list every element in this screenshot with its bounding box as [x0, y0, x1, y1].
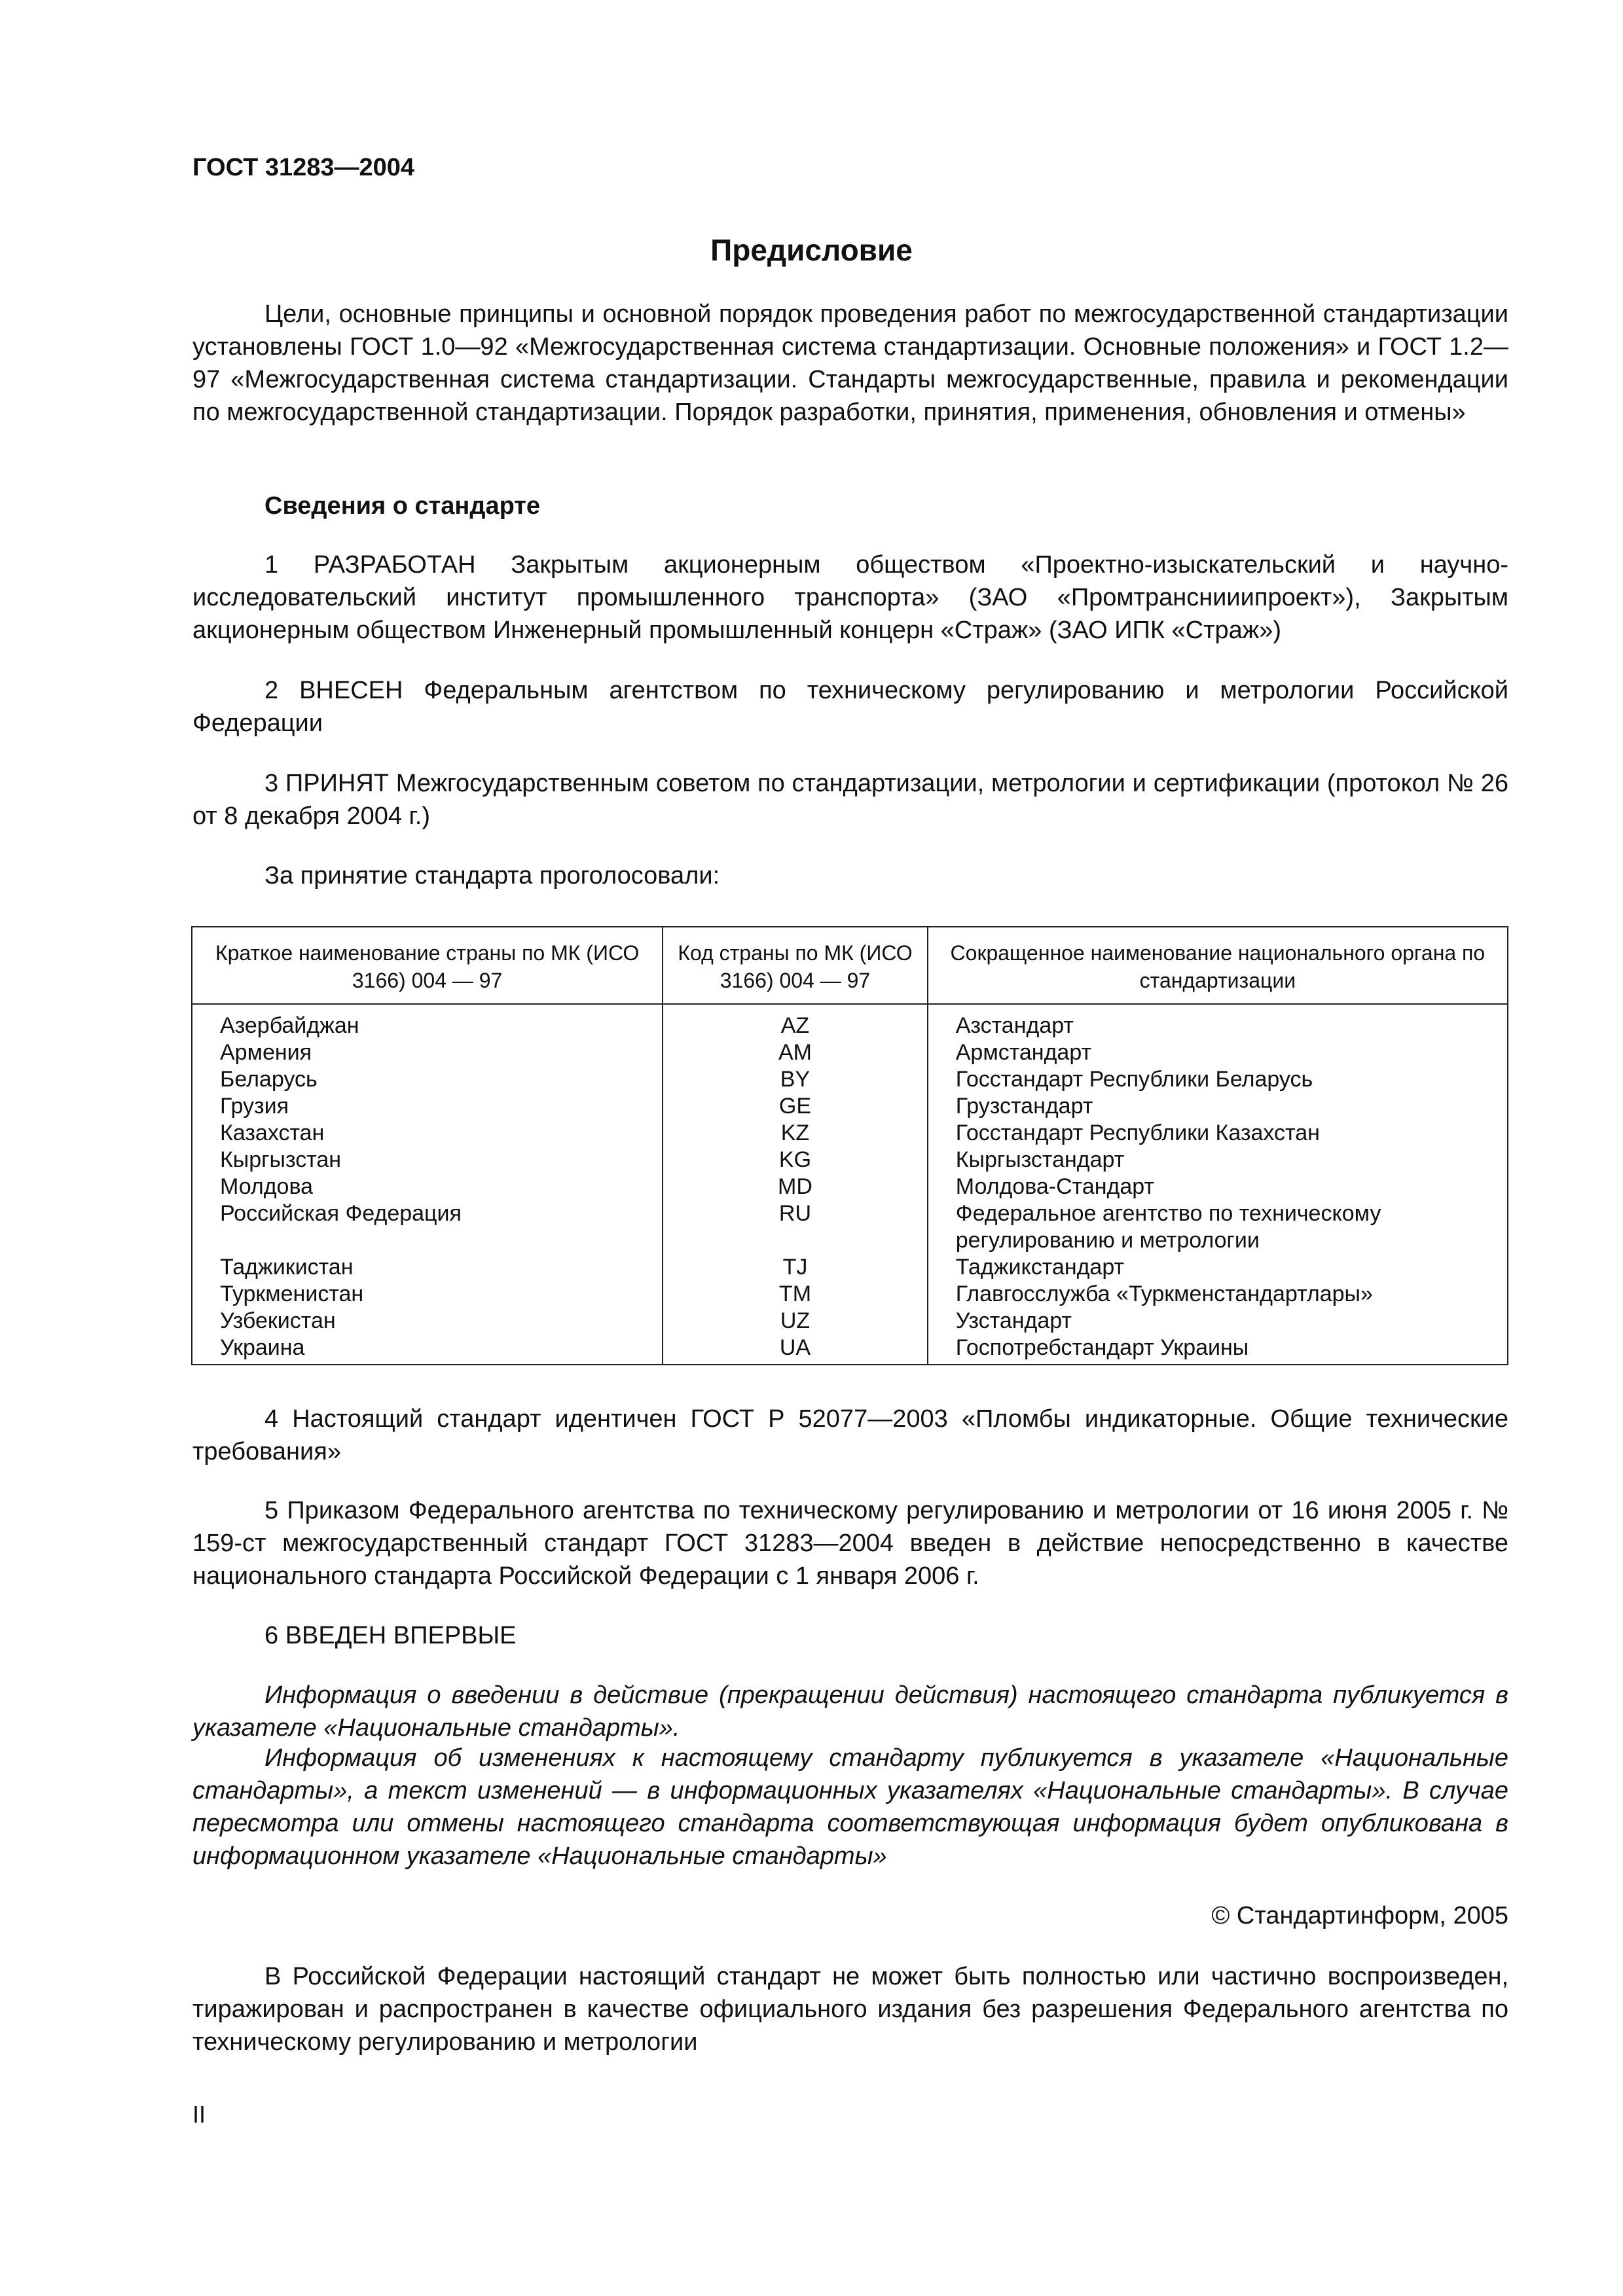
- item-2-paragraph: 2 ВНЕСЕН Федеральным агентством по техническому регулированию и метрологии Российской Федерации: [192, 677, 1508, 737]
- item-1-paragraph: 1 РАЗРАБОТАН Закрытым акционерным обществом «Проектно-изыскательский и научно-исследовательский институт промышленного транспорта» (ЗАО «Промтранснииипроект»), Закрытым акционерным обществом Инженерный промышленный концерн «Страж» (ЗАО ИПК «Страж»): [192, 551, 1508, 644]
- table-row: [192, 1066, 1508, 1093]
- cell-body: Молдова-Стандарт: [928, 1174, 1508, 1200]
- table-row: [192, 1308, 1508, 1335]
- cell-code: UZ: [663, 1308, 928, 1335]
- cell-country: Кыргызстан: [192, 1147, 663, 1174]
- table-row: [192, 1335, 1508, 1365]
- cell-body: Главгосслужба «Туркменстандартлары»: [928, 1281, 1508, 1308]
- cell-country: Казахстан: [192, 1120, 663, 1147]
- table-row: [192, 1254, 1508, 1281]
- item-3-paragraph: 3 ПРИНЯТ Межгосударственным советом по стандартизации, метрологии и сертификации (протокол № 26 от 8 декабря 2004 г.): [192, 770, 1508, 830]
- cell-body: Армстандарт: [928, 1039, 1508, 1066]
- cell-country: Азербайджан: [192, 1004, 663, 1039]
- table-header-row: [192, 927, 1508, 1004]
- cell-body: Госстандарт Республики Казахстан: [928, 1120, 1508, 1147]
- vote-intro: За принятие стандарта проголосовали:: [264, 862, 720, 889]
- cell-body: Кыргызстандарт: [928, 1147, 1508, 1174]
- cell-code: TM: [663, 1281, 928, 1308]
- cell-body: Таджикстандарт: [928, 1254, 1508, 1281]
- intro-paragraph: Цели, основные принципы и основной порядок проведения работ по межгосударственной стандартизации установлены ГОСТ 1.0—92 «Межгосударственная система стандартизации. Основные положения» и ГОСТ 1.2—97 «Межгосударственная система стандартизации. Стандарты межгосударственные, правила и рекомендации по межгосударственной стандартизации. Порядок разработки, принятия, применения, обновления и отмены»: [192, 300, 1508, 426]
- cell-code: TJ: [663, 1254, 928, 1281]
- cell-body: Узстандарт: [928, 1308, 1508, 1335]
- cell-country: Таджикистан: [192, 1254, 663, 1281]
- cell-body: Госстандарт Республики Беларусь: [928, 1066, 1508, 1093]
- cell-country: Армения: [192, 1039, 663, 1066]
- table-row: [192, 1147, 1508, 1174]
- section-heading: Сведения о стандарте: [264, 492, 541, 520]
- cell-country: Грузия: [192, 1093, 663, 1120]
- table-row: [192, 1200, 1508, 1254]
- voting-table: [191, 926, 1508, 1365]
- cell-code: RU: [663, 1200, 928, 1254]
- cell-code: BY: [663, 1066, 928, 1093]
- cell-code: AM: [663, 1039, 928, 1066]
- header-country: Краткое наименование страны по МК (ИСО 3166) 004 — 97: [192, 927, 663, 1004]
- item-4-paragraph: 4 Настоящий стандарт идентичен ГОСТ Р 52077—2003 «Пломбы индикаторные. Общие технические требования»: [192, 1405, 1508, 1465]
- cell-body: Грузстандарт: [928, 1093, 1508, 1120]
- cell-body: Госпотребстандарт Украины: [928, 1335, 1508, 1365]
- table-row: [192, 1120, 1508, 1147]
- table-row: [192, 1004, 1508, 1039]
- table-row: [192, 1174, 1508, 1200]
- cell-code: KG: [663, 1147, 928, 1174]
- cell-country: Украина: [192, 1335, 663, 1365]
- header-body: Сокращенное наименование национального органа по стандартизации: [928, 927, 1508, 1004]
- cell-body: Азстандарт: [928, 1004, 1508, 1039]
- item-5-paragraph: 5 Приказом Федерального агентства по техническому регулированию и метрологии от 16 июня 2005 г. № 159-ст межгосударственный стандарт ГОСТ 31283—2004 введен в действие непосредственно в качестве национального стандарта Российской Федерации с 1 января 2006 г.: [192, 1497, 1508, 1590]
- item-6-paragraph: 6 ВВЕДЕН ВПЕРВЫЕ: [264, 1622, 517, 1649]
- cell-code: GE: [663, 1093, 928, 1120]
- notice-paragraph-2: Информация об изменениях к настоящему стандарту публикуется в указателе «Национальные стандарты», а текст изменений — в информационных указателях «Национальные стандарты». В случае пересмотра или отмены настоящего стандарта соответствующая информация будет опубликована в информационном указателе «Национальные стандарты»: [192, 1744, 1508, 1870]
- legal-paragraph: В Российской Федерации настоящий стандарт не может быть полностью или частично воспроизведен, тиражирован и распространен в качестве официального издания без разрешения Федерального агентства по техническому регулированию и метрологии: [192, 1963, 1508, 2056]
- cell-country: Туркменистан: [192, 1281, 663, 1308]
- cell-code: AZ: [663, 1004, 928, 1039]
- copyright-line: © Стандартинформ, 2005: [1211, 1902, 1508, 1929]
- cell-code: MD: [663, 1174, 928, 1200]
- cell-country: Узбекистан: [192, 1308, 663, 1335]
- cell-country: Молдова: [192, 1174, 663, 1200]
- header-code: Код страны по МК (ИСО 3166) 004 — 97: [663, 927, 928, 1004]
- document-code: ГОСТ 31283—2004: [192, 154, 415, 181]
- notice-paragraph-1: Информация о введении в действие (прекращении действия) настоящего стандарта публикуется в указателе «Национальные стандарты».: [192, 1681, 1508, 1742]
- cell-code: KZ: [663, 1120, 928, 1147]
- table-row: [192, 1039, 1508, 1066]
- cell-country: Российская Федерация: [192, 1200, 663, 1254]
- table-row: [192, 1093, 1508, 1120]
- cell-country: Беларусь: [192, 1066, 663, 1093]
- page-number: II: [192, 2101, 206, 2128]
- page-title: Предисловие: [710, 233, 913, 267]
- cell-code: UA: [663, 1335, 928, 1365]
- cell-body: Федеральное агентство по техническому регулированию и метрологии: [928, 1200, 1508, 1254]
- table-row: [192, 1281, 1508, 1308]
